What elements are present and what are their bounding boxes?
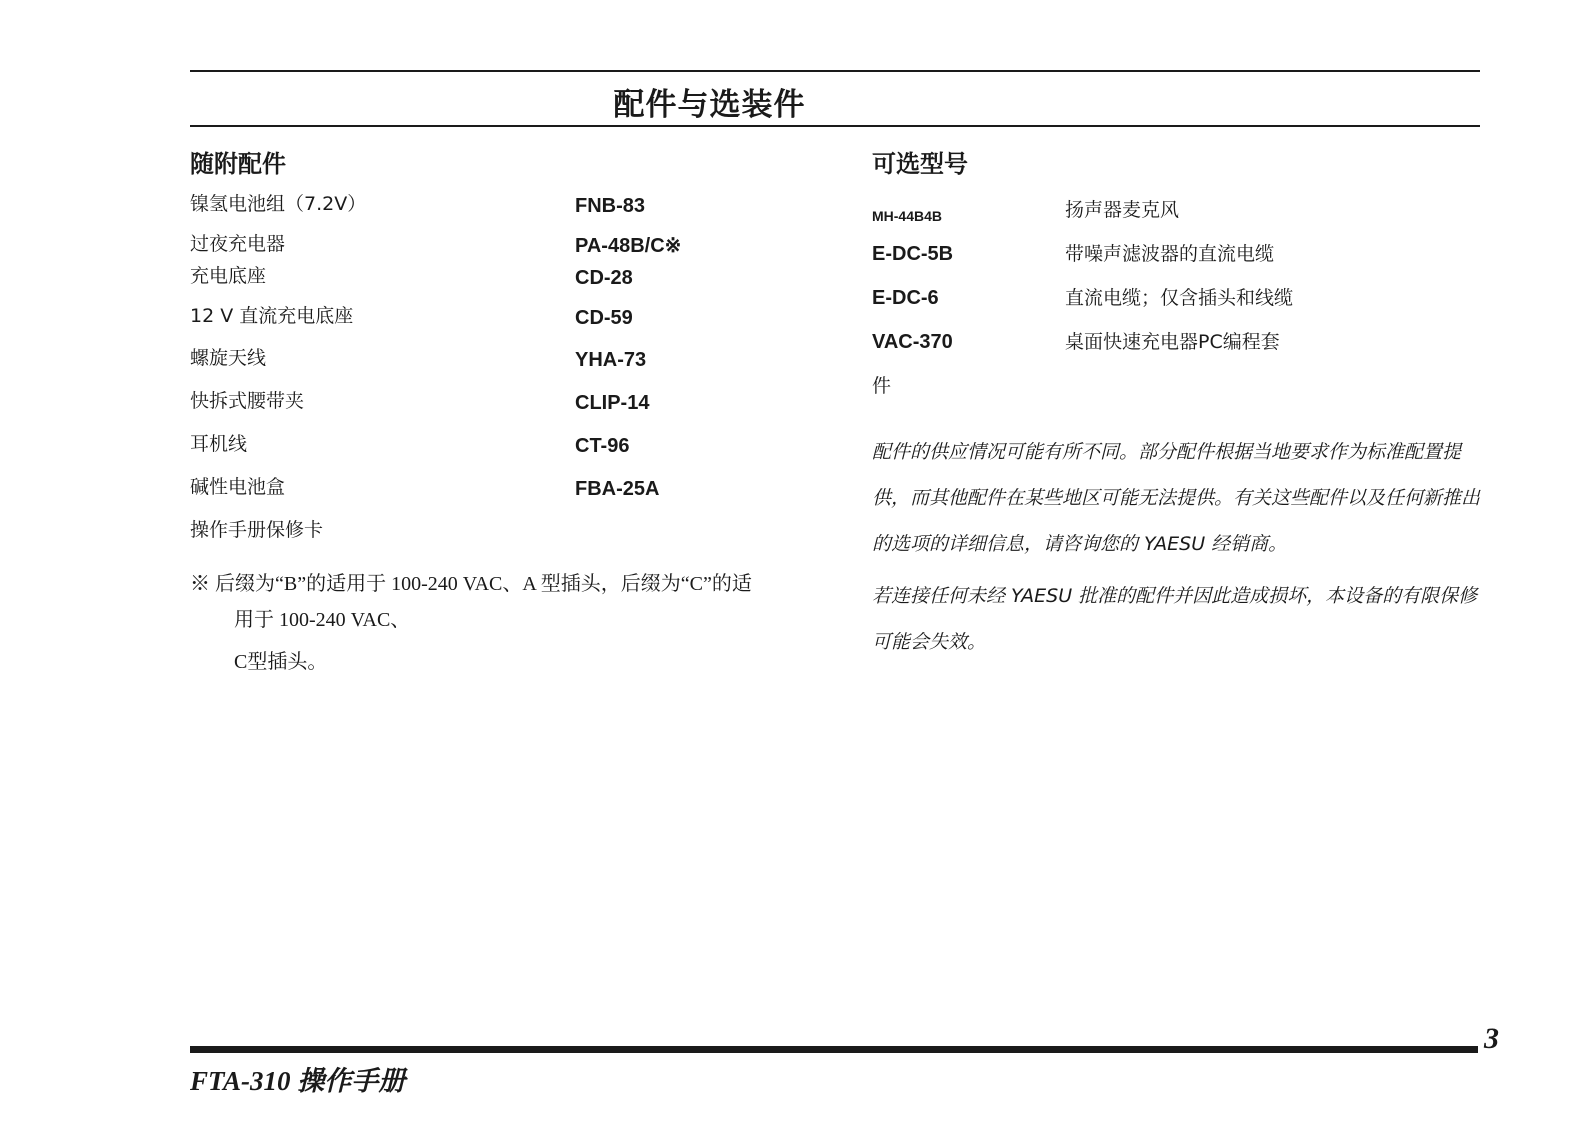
accessory-name: 充电底座 (190, 265, 267, 287)
accessory-code: CD-59 (575, 307, 633, 329)
accessory-row (190, 472, 830, 515)
option-row (872, 319, 1487, 363)
accessory-row (190, 343, 830, 386)
bottom-rule (190, 1046, 1478, 1053)
supplied-accessories-heading: 随附配件 (190, 150, 286, 178)
option-row (872, 187, 1487, 231)
accessory-name: 快拆式腰带夹 (190, 390, 305, 412)
option-row (872, 231, 1487, 275)
option-code: E-DC-6 (872, 287, 939, 309)
accessory-row (190, 301, 830, 343)
accessory-name: 操作手册保修卡 (190, 519, 324, 541)
accessory-code: CLIP-14 (575, 392, 650, 414)
availability-paragraph: 配件的供应情况可能有所不同。部分配件根据当地要求作为标准配置提供，而其他配件在某些地区可能无法提供。有关这些配件以及任何新推出的选项的详细信息，请咨询您的 YAESU 经销商。 (872, 441, 1481, 555)
option-code: VAC-370 (872, 331, 953, 353)
accessory-row (190, 429, 830, 472)
option-description-wrap: 件 (872, 375, 892, 397)
accessory-name: 耳机线 (190, 433, 248, 455)
accessory-name: 螺旋天线 (190, 347, 267, 369)
accessory-row (190, 229, 830, 261)
page-title: 配件与选装件 (613, 87, 806, 123)
accessory-code: PA-48B/C※ (575, 235, 682, 257)
optional-models-heading: 可选型号 (872, 150, 968, 178)
supplied-accessories-section (190, 145, 830, 680)
top-rule (190, 70, 1480, 72)
option-description: 带噪声滤波器的直流电缆 (1065, 243, 1275, 265)
manual-title: FTA-310 操作手册 (190, 1066, 406, 1096)
suffix-note-line: 用于 100-240 VAC、 (234, 609, 411, 631)
accessory-code: FBA-25A (575, 478, 660, 500)
accessory-row (190, 515, 830, 558)
accessory-code: FNB-83 (575, 195, 646, 217)
page-number: 3 (1484, 1022, 1499, 1055)
option-description: 直流电缆；仅含插头和线缆 (1065, 287, 1294, 309)
accessory-row (190, 189, 830, 229)
accessory-code: CT-96 (575, 435, 630, 457)
accessory-name: 镍氢电池组（7.2V） (190, 193, 367, 215)
accessory-name: 过夜充电器 (190, 233, 286, 255)
suffix-note-line: ※ 后缀为“B”的适用于 100-240 VAC、A 型插头，后缀为“C”的适 (190, 573, 752, 595)
warranty-paragraph: 若连接任何未经 YAESU 批准的配件并因此造成损坏，本设备的有限保修可能会失效。 (872, 585, 1478, 653)
accessory-name: 12 V 直流充电底座 (190, 305, 354, 327)
option-description: 桌面快速充电器PC编程套 (1065, 331, 1280, 353)
title-underline (190, 125, 1480, 127)
accessory-row (190, 261, 830, 301)
option-row (872, 275, 1487, 319)
suffix-note (190, 566, 830, 680)
optional-models-section (872, 145, 1487, 665)
suffix-note-line: C型插头。 (234, 651, 328, 673)
accessory-name: 碱性电池盒 (190, 476, 286, 498)
accessory-code: YHA-73 (575, 349, 647, 371)
accessory-code: CD-28 (575, 267, 633, 289)
option-code: MH-44B4B (872, 208, 943, 224)
option-code: E-DC-5B (872, 243, 954, 265)
option-description: 扬声器麦克风 (1065, 199, 1180, 221)
accessory-row (190, 386, 830, 429)
